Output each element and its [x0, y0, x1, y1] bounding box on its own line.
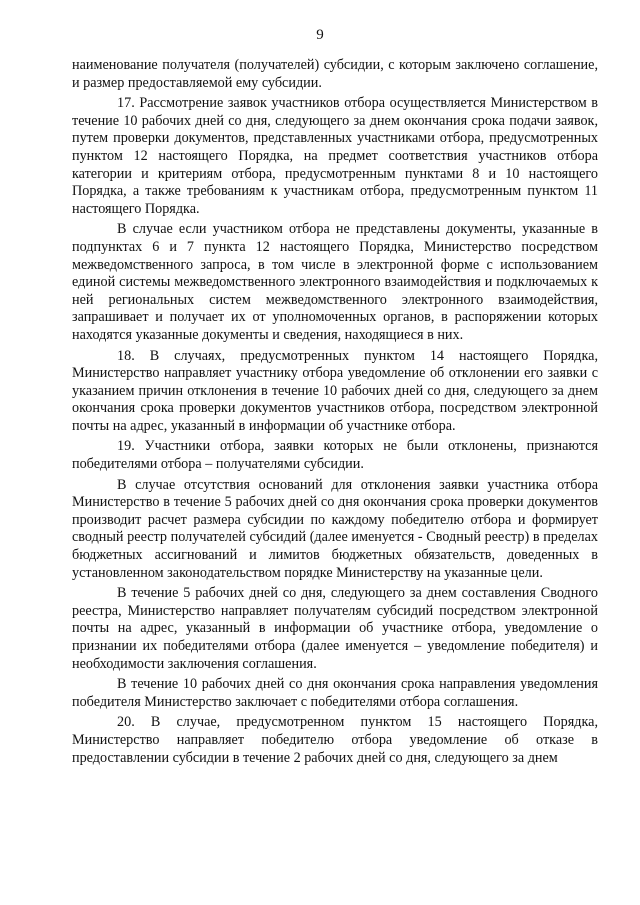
paragraph-20: 20. В случае, предусмотренном пунктом 15 настоящего Порядка, Министерство направляет победителю отбора уведомление об отказе в предоставлении субсидии в течение 2 рабочих дней со дня, следующего за днем [72, 714, 598, 766]
paragraph-17: 17. Рассмотрение заявок участников отбора осуществляется Министерством в течение 10 рабочих дней со дня, следующего за днем окончания срока подачи заявок, путем проверки документов, представленных участниками отбора, предусмотренных пунктом 12 настоящего Порядка, на предмет соответствия участников отбора категории и критериям отбора, предусмотренным пунктами 8 и 10 настоящего Порядка, а также требованиям к участникам отбора, предусмотренным пунктом 11 настоящего Порядка. [72, 95, 598, 217]
paragraph-18: 18. В случаях, предусмотренных пунктом 14 настоящего Порядка, Министерство направляет участнику отбора уведомление об отклонении его заявки с указанием причин отклонения в течение 10 рабочих дней со дня, следующего за днем окончания срока проверки документов участников отбора, посредством электронной почты на адрес, указанный в информации об участнике отбора. [72, 347, 598, 434]
paragraph-19-consolidated-register: В случае отсутствия оснований для отклонения заявки участника отбора Министерство в течение 5 рабочих дней со дня окончания срока проверки документов производит расчет размера субсидии по каждому победителю отбора и формирует сводный реестр получателей субсидий (далее именуется - Сводный реестр) в пределах бюджетных ассигнований и лимитов бюджетных обязательств, доведенных в установленном законодательством порядке Министерству на указанные цели. [72, 476, 598, 581]
paragraph-19-agreement: В течение 10 рабочих дней со дня окончания срока направления уведомления победителя Министерство заключает с победителями отбора соглашения. [72, 676, 598, 710]
paragraph-19-winner-notification: В течение 5 рабочих дней со дня, следующего за днем составления Сводного реестра, Министерство направляет получателям субсидий посредством электронной почты на адрес, указанный в информации об участнике отбора, уведомление о признании их победителями отбора (далее именуется – уведомление победителя) и необходимости заключения соглашения. [72, 585, 598, 672]
paragraph-17-missing-documents: В случае если участником отбора не представлены документы, указанные в подпунктах 6 и 7 пункта 12 настоящего Порядка, Министерство посредством межведомственного запроса, в том числе в электронной форме с использованием единой системы межведомственного электронного взаимодействия и подключаемых к ней региональных систем межведомственного электронного взаимодействия, запрашивает и получает их от уполномоченных органов, в распоряжении которых находятся указанные документы и сведения, находящиеся в них. [72, 221, 598, 343]
document-body [72, 57, 598, 770]
paragraph-continuation: наименование получателя (получателей) субсидии, с которым заключено соглашение, и размер предоставляемой ему субсидии. [72, 57, 598, 91]
page-number: 9 [316, 27, 324, 43]
paragraph-19: 19. Участники отбора, заявки которых не были отклонены, признаются победителями отбора – получателями субсидии. [72, 438, 598, 473]
